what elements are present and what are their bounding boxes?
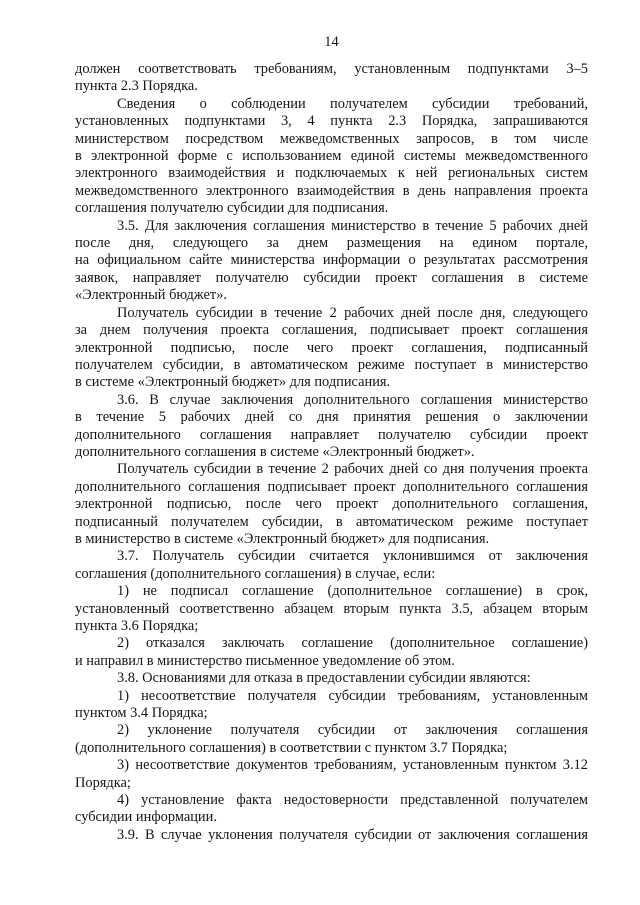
text-line: установленных подпунктами 3, 4 пункта 2.3 Порядка, запрашиваются bbox=[75, 113, 588, 130]
text-line: Получатель субсидии в течение 2 рабочих дней со дня получения проекта bbox=[117, 461, 588, 478]
text-line: межведомственного электронного взаимодействия в день направления проекта bbox=[75, 182, 588, 199]
clause-3-7-item-1 bbox=[75, 583, 588, 635]
text-line: пункта 3.6 Порядка; bbox=[75, 618, 199, 634]
clause-3-7 bbox=[75, 548, 588, 583]
text-line: в течение 5 рабочих дней со дня принятия решения о заключении bbox=[75, 409, 588, 426]
document-body bbox=[75, 61, 588, 844]
text-line: дополнительного соглашения в системе «Электронный бюджет». bbox=[75, 443, 475, 460]
text-line: Сведения о соблюдении получателем субсидии требований, bbox=[117, 95, 588, 112]
text-line: Порядка; bbox=[75, 774, 131, 791]
text-line: заявок, направляет получателю субсидии проект соглашения в системе bbox=[75, 269, 588, 286]
text-line: подписанный получателем субсидии, в автоматическом режиме поступает bbox=[75, 513, 588, 530]
text-line: пунктом 3.4 Порядка; bbox=[75, 705, 208, 722]
text-line: установленный соответственно абзацем вторым пункта 3.5, абзацем вторым bbox=[75, 600, 588, 617]
text-line: дополнительного соглашения направляет получателю субсидии проект bbox=[75, 426, 588, 443]
clause-3-8-item-2 bbox=[75, 722, 588, 757]
text-line: (дополнительного соглашения) в соответствии с пунктом 3.7 Порядка; bbox=[75, 739, 508, 756]
text-line: должен соответствовать требованиям, установленным подпунктами 3–5 bbox=[75, 61, 588, 77]
text-line: 3.7. Получатель субсидии считается уклонившимся от заключения bbox=[117, 548, 588, 565]
text-line: электронной подписью, после чего проект соглашения, подписанный bbox=[75, 339, 588, 356]
text-line: 1) не подписал соглашение (дополнительное соглашение) в срок, bbox=[117, 583, 588, 600]
text-line: 3.5. Для заключения соглашения министерство в течение 5 рабочих дней bbox=[117, 217, 588, 234]
clause-3-7-item-2 bbox=[75, 635, 588, 670]
text-line: 3) несоответствие документов требованиям, установленным пунктом 3.12 bbox=[117, 757, 588, 774]
text-line: соглашения (дополнительного соглашения) в случае, если: bbox=[75, 565, 436, 582]
text-line: получателем субсидии, в автоматическом режиме поступает в министерство bbox=[75, 356, 588, 373]
clause-3-5 bbox=[75, 218, 588, 305]
clause-3-9 bbox=[75, 827, 588, 844]
text-line: на официальном сайте министерства информации о результатах рассмотрения bbox=[75, 252, 588, 269]
text-line: 4) установление факта недостоверности представленной получателем bbox=[117, 792, 588, 809]
clause-3-5-paragraph-2 bbox=[75, 305, 588, 392]
text-line: в системе «Электронный бюджет» для подписания. bbox=[75, 374, 391, 391]
text-line: в министерство в системе «Электронный бюджет» для подписания. bbox=[75, 530, 490, 547]
text-line: соглашения получателю субсидии для подписания. bbox=[75, 200, 389, 217]
text-line: 3.6. В случае заключения дополнительного соглашения министерство bbox=[117, 391, 588, 408]
text-line: субсидии информации. bbox=[75, 809, 217, 826]
text-line: министерством посредством межведомственных запросов, в том числе bbox=[75, 130, 588, 147]
text-line: дополнительного соглашения подписывает проект дополнительного соглашения bbox=[75, 478, 588, 495]
clause-3-8-item-1 bbox=[75, 688, 588, 723]
text-line: за днем получения проекта соглашения, подписывает проект соглашения bbox=[75, 322, 588, 339]
text-line: 3.8. Основаниями для отказа в предоставлении субсидии являются: bbox=[117, 670, 531, 687]
clause-3-8-item-3 bbox=[75, 757, 588, 792]
text-line: 2) отказался заключать соглашение (дополнительное соглашение) bbox=[117, 635, 588, 652]
text-line: электронной подписью, после чего проект дополнительного соглашения, bbox=[75, 496, 588, 513]
page-number: 14 bbox=[324, 34, 339, 50]
text-line: «Электронный бюджет». bbox=[75, 287, 227, 304]
text-line: пункта 2.3 Порядка. bbox=[75, 78, 198, 95]
text-line: электронного взаимодействия и подключаемых к ней региональных систем bbox=[75, 165, 588, 182]
text-line: и направил в министерство письменное уведомление об этом. bbox=[75, 652, 455, 669]
text-line: 1) несоответствие получателя субсидии требованиям, установленным bbox=[117, 687, 588, 704]
clause-3-8 bbox=[75, 670, 588, 687]
paragraph-continuation bbox=[75, 61, 588, 96]
text-line: в электронной форме с использованием единой системы межведомственного bbox=[75, 148, 588, 165]
paragraph-requirements-info bbox=[75, 96, 588, 218]
text-line: 3.9. В случае уклонения получателя субсидии от заключения соглашения bbox=[117, 826, 588, 843]
clause-3-6 bbox=[75, 392, 588, 462]
clause-3-8-item-4 bbox=[75, 792, 588, 827]
text-line: Получатель субсидии в течение 2 рабочих дней после дня, следующего bbox=[117, 304, 588, 321]
text-line: 2) уклонение получателя субсидии от заключения соглашения bbox=[117, 722, 588, 739]
text-line: после дня, следующего за днем размещения на едином портале, bbox=[75, 235, 588, 252]
clause-3-6-paragraph-2 bbox=[75, 461, 588, 548]
